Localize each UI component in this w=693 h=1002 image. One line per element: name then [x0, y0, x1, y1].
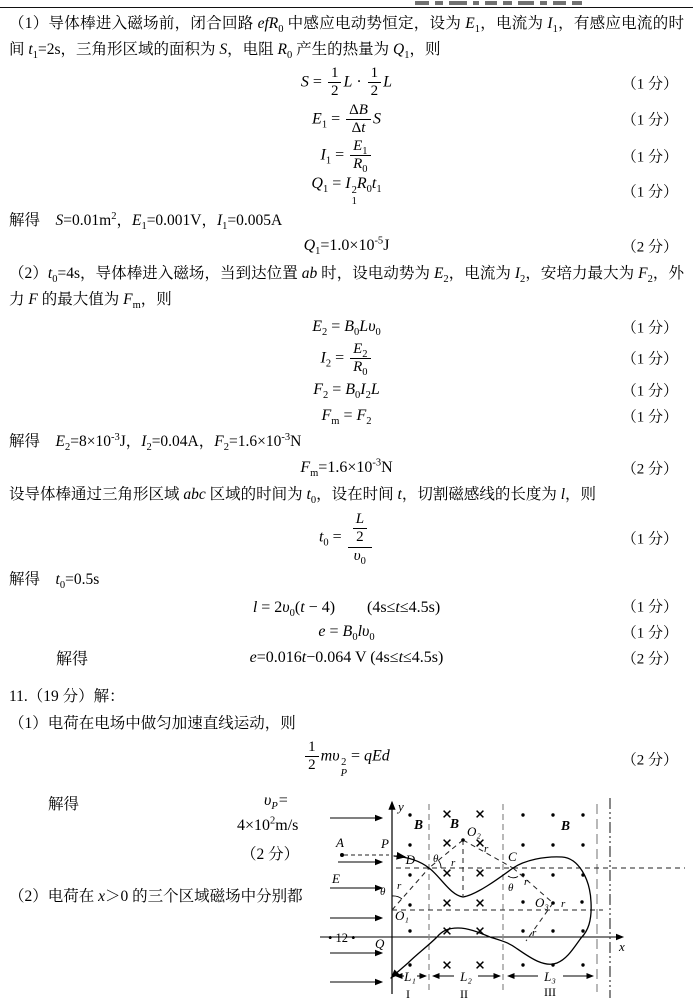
equation-force2: [9, 377, 684, 402]
paragraph-triangle-region: 设导体棒通过三角形区域 abc 区域的时间为 $t_0$，设在时间 t，切割磁感线的长度为 l，则: [9, 486, 597, 507]
formula-heat1-result: $Q_1=1.0\times 10^{-5}J$: [303, 235, 390, 258]
radius-label-O3-lower: r: [532, 927, 537, 939]
magnetic-field-diagram: [320, 790, 693, 1002]
score-badge: （1 分）: [621, 112, 678, 129]
formula-energy: $\frac{1}{2}$ mυ 2 P = qEd: [303, 739, 390, 779]
score-badge: （1 分）: [621, 184, 678, 201]
formula-force2: $F_2 = B_0I_2L$: [313, 380, 380, 401]
score-badge: （2 分）: [621, 239, 678, 256]
solution-label: 解得: [56, 651, 89, 669]
score-badge: （2 分）: [621, 752, 678, 769]
equation-energy: [9, 739, 684, 779]
paragraph-q11-part2: （2）电荷在 x＞0 的三个区域磁场中分别都: [9, 888, 303, 905]
region1-numeral: I: [406, 987, 410, 1001]
formula-t0: $t_0$ = $\frac{\frac{L}{2}}{\upsilon_0}$: [319, 511, 374, 565]
radius-label-O3-right: r: [561, 898, 566, 910]
page-number: • 12 •: [328, 931, 356, 945]
equation-emf1: [9, 102, 684, 138]
point-D-label: D: [405, 852, 415, 867]
equation-current2: [9, 341, 684, 377]
score-badge: （1 分）: [621, 599, 678, 616]
formula-current2: $I_2$ = $\frac{E_2}{R_0}$: [320, 341, 372, 377]
region3-numeral: III: [544, 985, 556, 999]
center-O2-label: O₂: [467, 824, 481, 839]
formula-length: $l = 2\upsilon_0(t - 4)$ (4s≤t≤4.5s): [252, 599, 441, 620]
y-axis-label: y: [398, 799, 404, 814]
equation-heat1: [9, 175, 684, 207]
dimension-L2-label: L₂: [460, 969, 472, 984]
radius-label-CO3: r: [524, 876, 529, 888]
solution-line-3: 解得 $t_0=0.5s$: [9, 571, 100, 592]
formula-fm-result: $F_m=1.6\times 10^{-3}N$: [300, 457, 393, 479]
score-badge: （1 分）: [621, 531, 678, 548]
point-A-dot: [340, 853, 344, 857]
radius-label-O2: r: [451, 857, 456, 869]
equation-emf-result: [9, 645, 684, 670]
formula-emf-result: e=0.016t−0.064 V (4s≤t≤4.5s): [249, 648, 444, 666]
dimension-L1-label: L₁: [404, 969, 416, 984]
center-O1-label: O₁: [395, 908, 409, 923]
field-region1-dots: [408, 813, 411, 966]
equation-area: [9, 65, 684, 101]
equation-t0: [9, 510, 684, 566]
score-badge: （1 分）: [621, 76, 678, 93]
point-P-label: P: [381, 836, 389, 851]
solution-body: [0, 9, 693, 780]
point-C-label: C: [508, 849, 517, 864]
field-E-label: E: [332, 871, 340, 886]
formula-area: S = $\frac{1}{2}$ L · $\frac{1}{2}$ L: [300, 65, 393, 100]
region-dividers: [429, 804, 597, 992]
x-axis-label: x: [619, 939, 625, 954]
formula-current1: $I_1$ = $\frac{E_1}{R_0}$: [320, 138, 372, 174]
center-O3-label: O₃: [535, 895, 549, 910]
theta-arc-D: [439, 861, 442, 869]
equation-emf-inst: [9, 619, 684, 644]
theta-arc-O1: [392, 896, 402, 899]
theta-label-D: θ: [433, 853, 439, 865]
field-B-label-region3: B: [561, 818, 571, 833]
region2-numeral: II: [460, 987, 468, 1001]
particle-trajectory: [391, 856, 591, 978]
radius-label-O2C: r: [484, 843, 489, 855]
header-divider: [0, 7, 693, 8]
score-badge: （1 分）: [621, 409, 678, 426]
dimension-L3-label: L₃: [544, 969, 556, 984]
equation-heat1-result: [9, 234, 684, 259]
score-badge: （2 分）: [621, 651, 678, 668]
radius-label-O1D: r: [397, 880, 402, 892]
solution-line-2: 解得 $E_2=8\times 10^{-3}J$，$I_2=0.04A$，$F_2=1.6\times 10^{-3}N$: [9, 431, 302, 454]
score-badge: （1 分）: [621, 149, 678, 166]
score-badge: （1 分）: [621, 351, 678, 368]
equation-length: [9, 593, 684, 618]
formula-fm: $F_m = F_2$: [321, 406, 372, 427]
question-11-heading: 11.（19 分）解：: [9, 688, 125, 706]
equation-fm: [9, 403, 684, 428]
solution-line-1: 解得 $S=0.01m^2$，$E_1=0.001V$，$I_1=0.005A$: [9, 210, 283, 232]
field-B-label-region2: B: [450, 816, 460, 831]
score-badge: （2 分）: [241, 846, 300, 863]
equation-fm-result: [9, 455, 684, 480]
field-B-label-region1: B: [414, 817, 424, 832]
formula-emf1: $E_1$ = $\frac{\Delta B}{\Delta t}$ S: [312, 101, 381, 136]
equation-current1: [9, 138, 684, 174]
theta-label-O1: θ: [380, 886, 386, 898]
formula-emf2: $E_2 = B_0L\upsilon_0$: [312, 318, 381, 339]
equation-emf2: [9, 315, 684, 340]
score-badge: （1 分）: [621, 320, 678, 337]
score-badge: （1 分）: [621, 383, 678, 400]
paragraph-part1-intro: （1）导体棒进入磁场前，闭合回路 efR$_0$ 中感应电动势恒定，设为 $E_1$，电流为 $I_1$，有感应电流的时间 $t_1=2s$，三角形区域的面积为 S，电阻 $R_0$ 产生的热量为 $Q_1$，则: [9, 15, 684, 62]
paragraph-part2-intro: $(2)t_0=4s$，导体棒进入磁场，当到达位置 ab 时，设电动势为 $E_2$，电流为 $I_2$，安培力最大为 $F_2$，外力 F 的最大值为 $F_m$，则: [9, 264, 684, 311]
formula-heat1: $Q_1 = I$ 2 1 $R_0t_1$: [311, 174, 382, 207]
point-O2-dot: [461, 838, 465, 842]
vp-equals: $\upsilon_P=$: [264, 792, 289, 813]
solution-label: 解得: [48, 796, 80, 813]
point-A-label: A: [336, 835, 344, 850]
theta-label-C: θ: [508, 882, 514, 894]
point-Q-label: Q: [375, 936, 385, 951]
page-top-clipped-text: [415, 0, 685, 6]
formula-emf-inst: $e = B_0l\upsilon_0$: [318, 622, 375, 643]
field-region3-dots: [521, 813, 584, 966]
point-O3-dot: [551, 901, 555, 905]
score-badge: （2 分）: [621, 461, 678, 478]
theta-arc-C: [508, 876, 518, 878]
vp-value: $4\times 10^2m/s$: [237, 815, 299, 834]
paragraph-q11-part1: （1）电荷在电场中做匀加速直线运动，则: [9, 715, 296, 733]
score-badge: （1 分）: [621, 625, 678, 642]
